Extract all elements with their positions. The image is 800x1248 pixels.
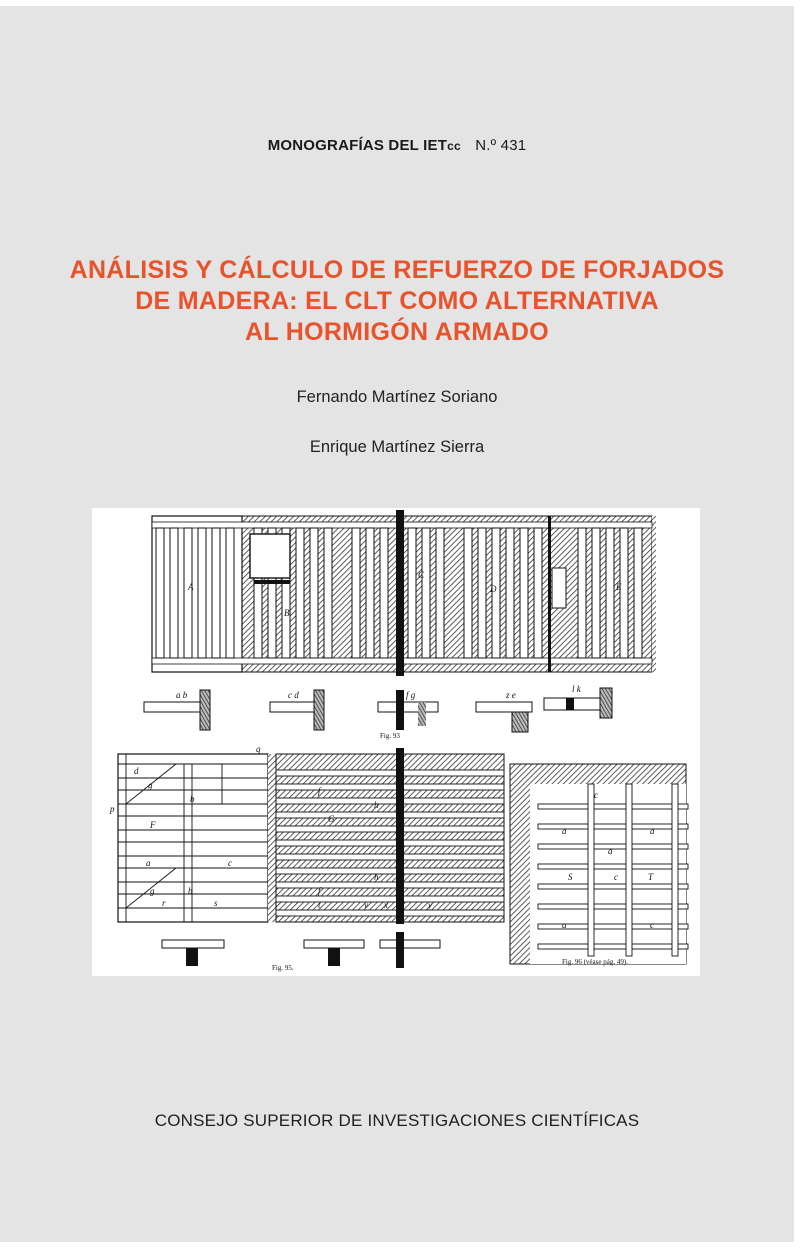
bottom-sections [162,932,440,972]
plan-letter: t [318,900,321,910]
title-line: AL HORMIGÓN ARMADO [245,318,549,346]
book-title [40,255,754,348]
plan-letter: a [608,846,613,856]
top-floor-plan [152,510,656,676]
plan-letter: S [568,872,573,882]
bottom-middle-plan [276,748,504,924]
beam-details [144,684,612,740]
plan-letter: r [162,898,166,908]
plan-letter: c [228,858,232,868]
series-header [0,137,794,154]
publisher-name: CONSEJO SUPERIOR DE INVESTIGACIONES CIENTÍFICAS [154,1111,640,1130]
plan-letter: c [614,872,618,882]
figure-caption: Fig. 95. [272,964,294,972]
bottom-left-plan [109,744,276,922]
plan-letter: y [428,900,432,910]
plan-letter: C [418,570,425,580]
plan-letter: b [190,794,195,804]
figure-caption: Fig. 93 [380,732,400,740]
detail-letter: l k [572,684,581,694]
figure-caption: Fig. 96 (véase pág. 49). [562,958,628,966]
series-number: N.º 431 [475,137,527,154]
plan-letter: f [318,886,321,896]
plan-letter: g [150,886,155,896]
book-cover [0,6,794,1242]
plan-letter: F [150,820,156,830]
series-name-suffix: cc [447,139,461,153]
detail-letter: z e [506,690,516,700]
detail-letter: c d [288,690,299,700]
title-line: DE MADERA: EL CLT COMO ALTERNATIVA [135,287,659,315]
plan-letter: g [148,780,153,790]
plan-letter: a [146,858,151,868]
detail-letter: a b [176,690,188,700]
plan-letter: B [284,608,290,618]
plan-letter: d [134,766,139,776]
floor-framing-engraving [92,508,700,976]
plan-letter: a [562,826,567,836]
plan-letter: G [328,814,335,824]
series-name: MONOGRAFÍAS DEL IET [267,137,448,154]
detail-letter: f g [406,690,416,700]
plan-letter: a [650,826,655,836]
plan-letter: s [214,898,218,908]
plan-letter: h [374,872,379,882]
plan-letter: x [384,900,388,910]
plan-letter: E [616,582,622,592]
author-name: Enrique Martínez Sierra [309,438,485,456]
plan-letter: T [648,872,654,882]
plan-letter: p [110,804,115,814]
plan-letter: v [364,900,368,910]
plan-letter: c [650,920,654,930]
plan-letter: q [256,744,261,754]
bottom-right-plan [510,764,688,966]
plan-letter: b [188,886,193,896]
plan-letter: f [318,786,321,796]
cover-illustration [92,508,700,976]
title-line: ANÁLISIS Y CÁLCULO DE REFUERZO DE FORJADOS [69,256,725,284]
plan-letter: c [594,790,598,800]
author-name: Fernando Martínez Soriano [296,388,498,406]
plan-letter: a [562,920,567,930]
plan-letter: h [374,800,379,810]
plan-letter: A [188,582,194,592]
plan-letter: D [490,584,497,594]
